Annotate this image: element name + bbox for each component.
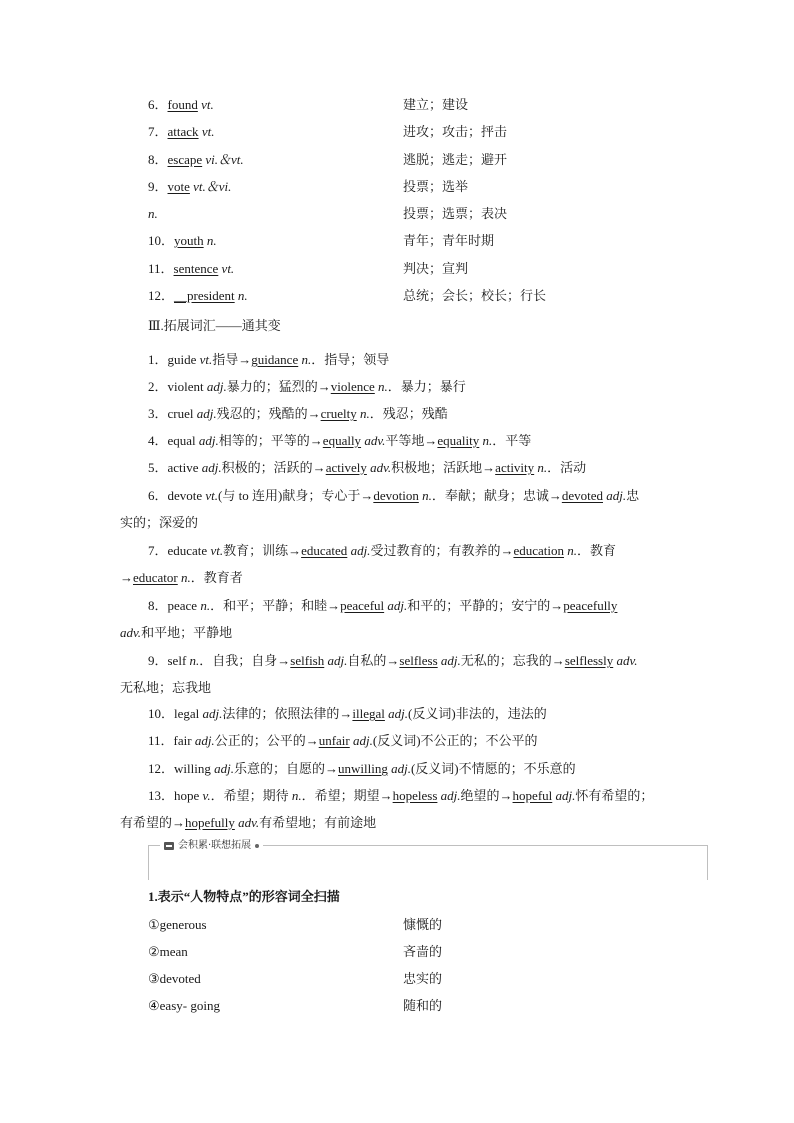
text-segment: (反义词)不公正的；不公平的 (372, 733, 538, 748)
part-of-speech: adj. (387, 598, 408, 613)
adjective-row (148, 915, 708, 935)
vocab-row (148, 204, 708, 224)
derived-word: equally (322, 433, 362, 448)
derived-word: equality (437, 433, 480, 448)
text-segment: 7．educate (148, 543, 211, 558)
expansion-item (120, 592, 680, 646)
part-of-speech: vt. (197, 97, 214, 112)
vocab-row (148, 177, 708, 197)
expansion-item (120, 373, 680, 400)
part-of-speech: adj. (214, 761, 234, 776)
vocab-meaning: 总统；会长；校长；行长 (403, 288, 547, 303)
tip-box (148, 840, 708, 880)
expansion-item (120, 727, 680, 754)
text-segment: 残忍的；残酷的→ (216, 406, 321, 421)
part-of-speech: adj. (194, 733, 215, 748)
text-segment: 平等地→ (385, 433, 438, 448)
text-segment: 8．peace (148, 598, 201, 613)
derived-word: devoted (561, 488, 603, 503)
vocab-word: vote (167, 179, 190, 194)
text-segment: ．奉献；献身；忠诚→ (431, 488, 562, 503)
derived-word: violence (330, 379, 375, 394)
expansion-item (120, 346, 680, 373)
text-segment: 2．violent (148, 379, 207, 394)
vocab-row (148, 122, 708, 142)
derived-word: activity (495, 460, 535, 475)
box-title: 1.表示“人物特点”的形容词全扫描 (148, 889, 340, 904)
text-segment: 4．equal (148, 433, 199, 448)
part-of-speech: adj. (201, 460, 222, 475)
text-segment: 积极地；活跃地→ (391, 460, 496, 475)
text-segment: 乐意的；自愿的→ (233, 761, 338, 776)
part-of-speech: adj. (353, 733, 373, 748)
box-left-edge (148, 846, 149, 880)
part-of-speech: n. (234, 288, 248, 303)
expansion-item (120, 427, 680, 454)
text-segment: 10．legal (148, 706, 203, 721)
part-of-speech: adv. (364, 433, 386, 448)
part-of-speech: adj. (555, 788, 576, 803)
text-segment: ．自我；自身→ (199, 653, 291, 668)
part-of-speech: n. (482, 433, 493, 448)
derived-word: educated (301, 543, 348, 558)
expansion-line (120, 647, 680, 674)
vocab-meaning: 进攻；攻击；抨击 (403, 124, 508, 139)
text-segment: ．和平；平静；和睦→ (210, 598, 341, 613)
part-of-speech: adj. (350, 543, 371, 558)
text-segment: → (120, 570, 133, 585)
vocab-number: 9． (148, 179, 168, 194)
vocab-word-cell (148, 177, 231, 197)
part-of-speech: n. (189, 653, 200, 668)
expansion-line (120, 454, 680, 481)
expansion-item (120, 700, 680, 727)
vocab-number: 11． (148, 261, 174, 276)
part-of-speech: n. (378, 379, 388, 394)
derived-word: unwilling (337, 761, 388, 776)
part-of-speech: adj. (206, 379, 227, 394)
text-segment: 6．devote (148, 488, 206, 503)
part-of-speech: adj. (606, 488, 627, 503)
text-segment: (反义词)非法的，违法的 (408, 706, 547, 721)
expansion-line (120, 674, 680, 701)
expansion-item (120, 400, 680, 427)
vocab-number: 12． (148, 288, 175, 303)
derived-word: hopeful (512, 788, 553, 803)
vocab-row (148, 95, 708, 115)
expansion-line (120, 619, 680, 646)
expansion-item (120, 454, 680, 481)
vocab-word-cell (148, 204, 158, 224)
text-segment: 受过教育的；有教养的→ (370, 543, 514, 558)
text-segment: 自私的→ (347, 653, 400, 668)
vocab-row (148, 150, 708, 170)
vocab-meaning: 逃脱；逃走；避开 (403, 152, 508, 167)
adjective-row (148, 942, 708, 962)
part-of-speech: n. (537, 460, 548, 475)
expansion-line (120, 537, 680, 564)
vocab-word: youth (174, 233, 204, 248)
vocab-word: sentence (173, 261, 219, 276)
part-of-speech: v. (202, 788, 211, 803)
expansion-line (120, 564, 680, 591)
text-segment: 11．fair (148, 733, 195, 748)
part-of-speech: adj. (196, 406, 217, 421)
vocab-word: found (167, 97, 198, 112)
expansion-line (120, 427, 680, 454)
vocab-word: __president (174, 288, 235, 303)
vocab-number: 6． (148, 97, 168, 112)
part-of-speech: vt. (218, 261, 235, 276)
text-segment: 指导→ (212, 352, 252, 367)
expansion-line (120, 482, 680, 509)
part-of-speech: vi.＆vt. (202, 152, 244, 167)
part-of-speech: n. (301, 352, 312, 367)
vocab-meaning: 投票；选票；表决 (403, 206, 508, 221)
text-segment: 怀有希望的； (575, 788, 654, 803)
vocab-word: attack (167, 124, 199, 139)
expansion-line (120, 592, 680, 619)
part-of-speech: adv. (616, 653, 638, 668)
text-segment: 法律的；依照法律的→ (222, 706, 353, 721)
expansion-line (120, 755, 680, 782)
box-right-edge (707, 846, 708, 880)
derived-word: education (513, 543, 564, 558)
part-of-speech: adj. (198, 433, 219, 448)
part-of-speech: adv. (120, 625, 142, 640)
part-of-speech: vt.＆vi. (189, 179, 232, 194)
text-segment: 和平地；平静地 (141, 625, 233, 640)
text-segment: 无私的；忘我的→ (460, 653, 565, 668)
box-label (160, 838, 263, 854)
text-segment: ．希望；期望→ (301, 788, 393, 803)
derived-word: guidance (251, 352, 299, 367)
text-segment: ．残忍；残酷 (369, 406, 448, 421)
derived-word: hopefully (185, 815, 235, 830)
text-segment: 绝望的→ (460, 788, 513, 803)
derived-word: peacefully (563, 598, 618, 613)
text-segment: 12．willing (148, 761, 215, 776)
expansion-item (120, 782, 680, 836)
expansion-item (120, 647, 680, 701)
adjective-meaning: 慷慨的 (403, 917, 443, 932)
text-segment: 教育；训练→ (223, 543, 302, 558)
part-of-speech: adj. (327, 653, 348, 668)
derived-word: hopeless (392, 788, 438, 803)
vocab-word-cell (148, 150, 244, 170)
vocab-word-cell (148, 231, 217, 251)
adjective-meaning: 随和的 (403, 998, 443, 1013)
part-of-speech: n. (181, 570, 191, 585)
vocab-word-cell (148, 95, 214, 115)
text-segment: 3．cruel (148, 406, 197, 421)
expansion-line (120, 809, 680, 836)
vocab-row (148, 259, 708, 279)
box-label-text: 会积累·联想拓展 (178, 840, 252, 851)
expansion-line (120, 509, 680, 536)
expansion-line (120, 782, 680, 809)
notebook-icon (164, 842, 174, 850)
adjective-word: ②mean (148, 944, 188, 959)
text-segment: 无私地；忘我地 (120, 680, 212, 695)
adjective-row (148, 969, 708, 989)
text-segment: 有希望的→ (120, 815, 186, 830)
part-of-speech: n. (422, 488, 432, 503)
expansion-item (120, 537, 680, 591)
part-of-speech: adv. (370, 460, 392, 475)
adjective-row (148, 996, 708, 1016)
part-of-speech: vt. (199, 352, 213, 367)
part-of-speech: n. (203, 233, 217, 248)
adjective-word: ③devoted (148, 971, 201, 986)
derived-word: selfless (399, 653, 438, 668)
adjective-meaning: 忠实的 (403, 971, 443, 986)
part-of-speech: adj. (391, 761, 411, 776)
text-segment: 13．hope (148, 788, 203, 803)
text-segment: 实的；深爱的 (120, 515, 199, 530)
derived-word: actively (325, 460, 367, 475)
part-of-speech: adj. (440, 788, 461, 803)
part-of-speech: vt. (198, 124, 215, 139)
derived-word: selflessly (564, 653, 614, 668)
part-of-speech: vt. (205, 488, 219, 503)
text-segment: 积极的；活跃的→ (221, 460, 326, 475)
part-of-speech: adv. (238, 815, 260, 830)
text-segment: (反义词)不情愿的；不乐意的 (410, 761, 576, 776)
expansion-line (120, 346, 680, 373)
vocab-meaning: 青年；青年时期 (403, 233, 495, 248)
adjective-word: ④easy- going (148, 998, 220, 1013)
vocab-row (148, 231, 708, 251)
expansion-line (120, 400, 680, 427)
part-of-speech: adj. (440, 653, 461, 668)
vocab-meaning: 判决；宣判 (403, 261, 469, 276)
text-segment: 忠 (626, 488, 640, 503)
expansion-item (120, 482, 680, 536)
text-segment: ．暴力；暴行 (387, 379, 466, 394)
adjective-word: ①generous (148, 917, 207, 932)
text-segment: 1．guide (148, 352, 200, 367)
text-segment: 暴力的；猛烈的→ (226, 379, 331, 394)
derived-word: illegal (352, 706, 385, 721)
expansion-line (120, 727, 680, 754)
vocab-meaning: 投票；选举 (403, 179, 469, 194)
vocab-word-cell (148, 286, 248, 306)
expansion-line (120, 700, 680, 727)
part-of-speech: n. (200, 598, 211, 613)
section-heading: Ⅲ.拓展词汇——通其变 (148, 318, 281, 333)
text-segment: ．平等 (492, 433, 532, 448)
derived-word: devotion (373, 488, 419, 503)
part-of-speech: vt. (210, 543, 224, 558)
text-segment: 和平的；平静的；安宁的→ (407, 598, 564, 613)
text-segment: 9．self (148, 653, 190, 668)
text-segment: ．希望；期待 (210, 788, 292, 803)
vocab-number: 10． (148, 233, 175, 248)
dot-icon (255, 844, 259, 848)
vocab-number: 7． (148, 124, 168, 139)
text-segment: (与 to 连用)献身；专心于→ (218, 488, 374, 503)
vocab-word: escape (167, 152, 203, 167)
part-of-speech: n. (567, 543, 577, 558)
part-of-speech: n. (148, 206, 158, 221)
adjective-meaning: 吝啬的 (403, 944, 443, 959)
derived-word: selfish (290, 653, 325, 668)
text-segment: 5．active (148, 460, 202, 475)
derived-word: unfair (318, 733, 350, 748)
text-segment: ．教育 (577, 543, 617, 558)
part-of-speech: n. (359, 406, 370, 421)
derived-word: cruelty (320, 406, 357, 421)
text-segment: 有希望地；有前途地 (259, 815, 377, 830)
text-segment: 公正的；公平的→ (214, 733, 319, 748)
expansion-line (120, 373, 680, 400)
text-segment: ．指导；领导 (311, 352, 390, 367)
vocab-number: 8． (148, 152, 168, 167)
text-segment: ．教育者 (190, 570, 243, 585)
expansion-item (120, 755, 680, 782)
part-of-speech: n. (291, 788, 302, 803)
text-segment: ．活动 (547, 460, 587, 475)
vocab-word-cell (148, 122, 214, 142)
vocab-meaning: 建立；建设 (403, 97, 469, 112)
vocab-word-cell (148, 259, 234, 279)
derived-word: peaceful (340, 598, 385, 613)
derived-word: educator (133, 570, 178, 585)
text-segment: 相等的；平等的→ (218, 433, 323, 448)
part-of-speech: adj. (388, 706, 409, 721)
part-of-speech: adj. (202, 706, 223, 721)
vocab-row (148, 286, 708, 306)
